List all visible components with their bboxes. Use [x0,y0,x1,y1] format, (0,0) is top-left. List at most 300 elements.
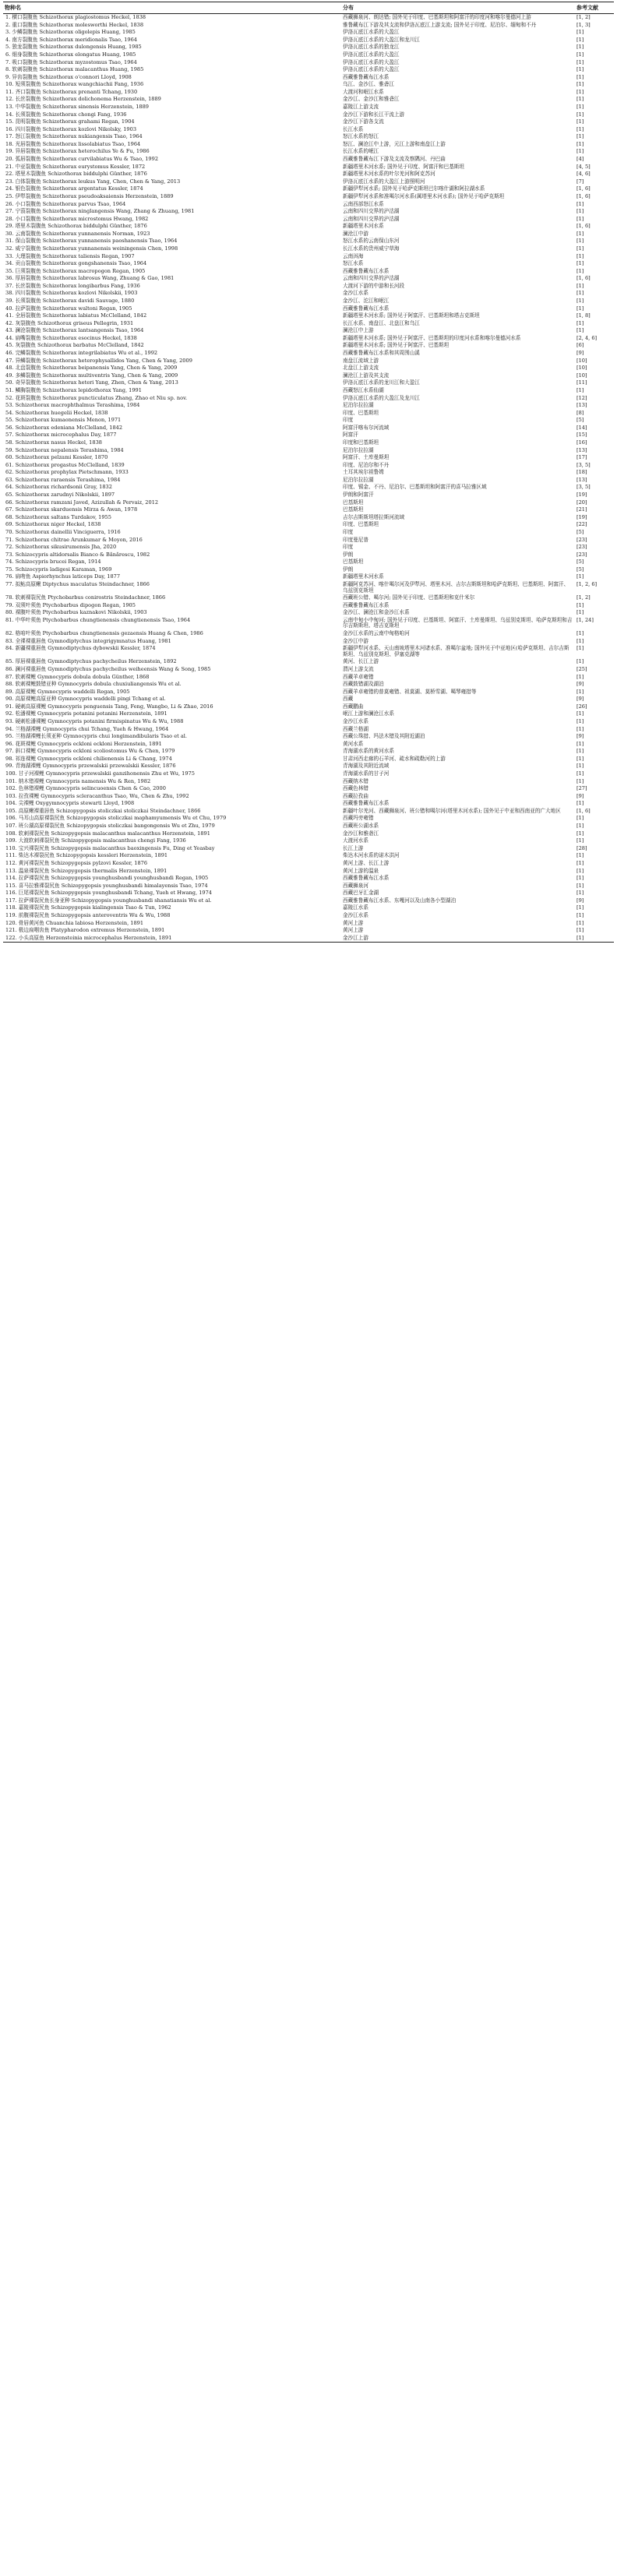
cell-species: 57. Schizothorax microcephalus Day, 1877 [5,432,117,439]
table-row [3,342,614,350]
table-row [3,785,614,793]
table-row [3,148,614,156]
table-row [3,164,614,171]
cell-distribution: 长江水系的贵州威宁草海 [343,245,400,252]
table-row [3,770,614,778]
cell-species: 68. Schizothorax saltans Turdakov, 1955 [5,513,111,520]
cell-species: 89. 高原裸鲤 Gymnocypris waddelli Regan, 1905 [5,688,130,695]
cell-refs: [1] [576,673,584,680]
cell-refs: [1] [576,823,584,830]
table-row [3,837,614,845]
cell-species: 107. 班公湖高原裸裂尻鱼 Schizopygopsis stoliczkai bangongensis Wu et Zhu, 1979 [5,823,215,830]
cell-refs: [1] [576,118,584,125]
table-row [3,469,614,477]
cell-species: 16. 四川裂腹鱼 Schizothorax kozlovi Nikolsky, 1903 [5,125,137,132]
cell-refs: [1] [576,305,584,312]
table-row [3,718,614,726]
cell-species: 94. 兰格湖裸鲤 Gymnocypris chui Tchang, Yueh & Hwang, 1964 [5,725,169,732]
table-row [3,566,614,574]
cell-species: 3. 少鳞裂腹鱼 Schizothorax oligolepis Huang, 1985 [5,29,136,36]
cell-refs: [1] [576,260,584,267]
cell-refs: [1] [576,815,584,822]
cell-species: 28. 小口裂腹鱼 Schizothorax microstomus Hwang, 1982 [5,215,149,222]
cell-distribution: 伊朗和阿富汗 [343,492,374,499]
table-row [3,617,614,630]
table-row [3,537,614,544]
cell-species: 92. 松潘裸鲤 Gymnocypris potanini potanini Herzenstein, 1891 [5,710,167,717]
cell-distribution: 云南和四川交界的泸沽湖 [343,215,400,222]
cell-refs: [1] [576,327,584,334]
table-row [3,658,614,666]
table-row [3,830,614,838]
cell-species: 48. 北盘裂腹鱼 Schizothorax beipanensis Yang, Chen & Yang, 2009 [5,365,178,372]
cell-species: 58. Schizothorax nasus Heckel, 1838 [5,439,102,446]
cell-refs: [5] [576,417,584,424]
cell-refs: [3, 5] [576,461,591,468]
cell-species: 111. 柴达木裸裂尻鱼 Schizopygopsis kessleri Herzenstein, 1891 [5,852,168,859]
cell-distribution: 西藏羊卓雍错 [343,673,374,680]
cell-refs: [14] [576,424,587,431]
cell-distribution: 尼泊尔拉拉湖 [343,446,374,453]
cell-distribution: 印度、尼泊尔和不丹 [343,461,390,468]
cell-distribution: 乌江、金沙江、雅砻江 [343,81,394,88]
cell-refs: [1] [576,573,584,580]
cell-refs: [1, 6] [576,192,591,199]
cell-refs: [27] [576,785,587,792]
cell-distribution: 金沙江下游和长江干流上游 [343,111,405,118]
cell-species: 118. 嘉陵裸裂尻鱼 Schizopygopsis kialingensis Tsao & Tun, 1962 [5,904,171,911]
cell-refs: [1] [576,386,584,393]
cell-distribution: 伊洛瓦底江水系的大盈江 [343,51,400,58]
table-row [3,402,614,410]
cell-distribution: 巴基斯坦 [343,559,364,566]
cell-refs: [1] [576,51,584,58]
table-row [3,544,614,551]
species-table [3,2,614,943]
cell-distribution: 新疆叶尔羌河、西藏狮泉河、班公错和噶尔河(塔里木河水系); 国外见于中亚和西南亚的广大地区 [343,807,561,814]
cell-species: 25. 伊犁裂腹鱼 Schizothorax pseudoaksaiensis Herzenstein, 1889 [5,192,174,199]
table-row [3,666,614,674]
cell-refs: [1] [576,725,584,732]
cell-refs: [4] [576,156,584,163]
cell-refs: [1] [576,748,584,755]
table-row [3,492,614,499]
table-row [3,484,614,492]
cell-refs: [28] [576,844,587,851]
cell-refs: [1, 3] [576,21,591,28]
cell-species: 85. 厚唇裸重唇鱼 Gymnodiptychus pachycheilus Herzenstein, 1892 [5,658,177,665]
cell-species: 27. 宁蒗裂腹鱼 Schizothorax ninglangensis Wang, Zhang & Zhuang, 1981 [5,208,195,215]
cell-distribution: 黄河上游、长江上游 [343,859,390,866]
cell-species: 65. Schizothorax zarudnyi Nikolskii, 1897 [5,492,115,499]
table-row [3,823,614,830]
cell-species: 40. 拉萨裂腹鱼 Schizothorax waltoni Regan, 1905 [5,305,132,312]
cell-species: 87. 软刺裸鲤 Gymnocypris dobula dobula Günther, 1868 [5,673,150,680]
cell-distribution: 新疆塔里木河水系 [343,223,384,230]
cell-species: 31. 保山裂腹鱼 Schizothorax yunnanensis paoshanensis Tsao, 1964 [5,238,178,245]
table-row [3,238,614,245]
cell-distribution: 金沙江、金沙江和雅砻江 [343,96,400,103]
cell-distribution: 云南西部怒江水系 [343,200,384,207]
cell-distribution: 西藏拉孜曲 [343,792,368,799]
cell-distribution: 巴基斯坦 [343,499,364,506]
cell-refs: [1] [576,66,584,73]
cell-refs: [1] [576,245,584,252]
cell-distribution: 印度 [343,544,354,551]
cell-distribution: 大渡河下游的中游和长河段 [343,282,405,289]
table-row [3,96,614,104]
cell-species: 90. 高原裸鲤高原亚种 Gymnocypris waddelli pingi Tchang et al. [5,696,166,703]
cell-distribution: 青海湖水系的甘子河 [343,770,390,777]
cell-distribution: 云南洱海 [343,252,364,259]
cell-refs: [1] [576,133,584,140]
cell-distribution: 青海湖水系的黄河水系 [343,748,394,755]
cell-species: 37. 长丝裂腹鱼 Schizothorax longibarbus Fang, 1936 [5,282,140,289]
cell-refs: [1] [576,282,584,289]
cell-species: 24. 银色裂腹鱼 Schizothorax argentatus Kessler, 1874 [5,185,143,192]
cell-species: 105. 高原鳅裸重唇鱼 Schizopygopsis stoliczkai stoliczkai Steindachner, 1866 [5,807,201,814]
table-row [3,897,614,905]
table-row [3,594,614,602]
table-row [3,118,614,126]
cell-species: 51. 鳞胸裂腹鱼 Schizothorax lepidothorax Yang, 1991 [5,386,142,393]
cell-distribution: 伊洛瓦底江水系的大盈江和龙川江 [343,36,420,43]
cell-distribution: 澜沧江中上游 [343,327,374,334]
table-row [3,726,614,734]
cell-distribution: 柴达木河水系的诺木洪河 [343,852,400,859]
cell-refs: [1] [576,58,584,65]
cell-species: 62. Schizothorax prophylax Pietschmann, 1933 [5,469,129,476]
table-row [3,875,614,883]
cell-species: 18. 光唇裂腹鱼 Schizothorax lissolabiatus Tsao, 1964 [5,140,141,147]
cell-refs: [1] [576,763,584,770]
cell-species: 12. 长丝裂腹鱼 Schizothorax dolichonema Herzenstein, 1889 [5,96,161,103]
table-row [3,201,614,209]
cell-species: 30. 云南裂腹鱼 Schizothorax yunnanensis Norman, 1923 [5,230,150,237]
cell-distribution: 伊朗 [343,551,354,558]
table-header-row [3,2,614,14]
cell-species: 66. Schizothorax ramzani Javed, Azizullah & Pervaiz, 2012 [5,499,159,506]
cell-refs: [1] [576,740,584,747]
cell-distribution: 雅鲁藏布江下游及其支流和伊洛瓦底江上游支流; 国外见于印度、尼泊尔、缅甸和不丹 [343,21,537,28]
table-row [3,477,614,485]
cell-refs: [13] [576,476,587,483]
table-row [3,815,614,823]
table-row [3,268,614,276]
cell-refs: [1] [576,29,584,36]
cell-species: 9. 异齿裂腹鱼 Schizothorax o'connori Lloyd, 1908 [5,73,132,80]
cell-distribution: 西藏雅鲁藏布江水系 [343,875,390,882]
cell-distribution: 西藏狮泉河 [343,882,368,889]
table-row [3,312,614,320]
table-row [3,156,614,164]
table-row [3,417,614,425]
table-row [3,305,614,313]
table-row [3,275,614,283]
cell-refs: [1] [576,44,584,51]
cell-refs: [1] [576,800,584,807]
cell-species: 4. 南方裂腹鱼 Schizothorax meridionalis Tsao, 1964 [5,36,137,43]
cell-species: 91. 硬刺高原裸鲤 Gymnocypris penguensis Tang, Feng, Wangbo, Li & Zhao, 2016 [5,703,213,710]
cell-species: 74. Schizocypris brucei Regan, 1914 [5,559,101,566]
cell-species: 61. Schizothorax progastus McClelland, 1839 [5,461,125,468]
table-row [3,602,614,610]
cell-species: 98. 祁连裸鲤 Gymnocypris eckloni chilienensis Li & Chang, 1974 [5,755,172,762]
cell-distribution: 云南中甸小中甸河; 国外见于印度、巴基斯坦、阿富汗、土库曼斯坦、乌兹别克斯坦、哈萨克斯坦和吉尔吉斯斯坦、塔吉克斯坦 [343,616,573,629]
cell-distribution: 嘉陵江水系 [343,904,368,911]
cell-species: 34. 贡山裂腹鱼 Schizothorax gongshanensis Tsao, 1964 [5,260,147,267]
cell-species: 101. 纳木错裸鲤 Gymnocypris namensis Wu & Ren, 1982 [5,777,151,784]
cell-refs: [1] [576,111,584,118]
table-row [3,756,614,763]
cell-refs: [1, 6] [576,275,591,282]
cell-species: 42. 灰裂腹鱼 Schizothorax griseus Pellegrin, 1931 [5,319,134,326]
cell-distribution: 青海湖及其附近流域 [343,763,390,770]
cell-species: 76. 扁吻鱼 Aspiorhynchus laticeps Day, 1877 [5,573,121,580]
table-row [3,710,614,718]
cell-distribution: 金沙江水系 [343,912,368,918]
cell-distribution: 阿富汗 [343,432,358,439]
cell-species: 43. 澜沧裂腹鱼 Schizothorax lantsangensis Tsao, 1964 [5,327,144,334]
table-row [3,432,614,439]
cell-refs: [9] [576,897,584,904]
cell-distribution: 伊洛瓦底江水系的独龙江 [343,44,400,51]
table-row [3,74,614,82]
table-row [3,223,614,231]
cell-distribution: 黄河上游 [343,927,364,934]
cell-refs: [8] [576,409,584,416]
cell-distribution: 西藏狮泉河、朗达错; 国外见于印度、巴基斯坦和阿富汗的印度河和喀尔曼德河上游 [343,14,531,21]
cell-species: 11. 齐口裂腹鱼 Schizothorax prenanti Tchang, 1930 [5,88,138,95]
cell-refs: [1, 6] [576,807,591,814]
cell-species: 108. 软刺裸裂尻鱼 Schizopygopsis malacanthus malacanthus Herzenstein, 1891 [5,830,210,837]
cell-distribution: 澜沧江上游及其支流 [343,372,390,379]
cell-refs: [1] [576,717,584,724]
cell-refs: [23] [576,536,587,543]
cell-species: 112. 黄河裸裂尻鱼 Schizopygopsis pylzovi Kessler, 1876 [5,859,148,866]
cell-species: 1. 横口裂腹鱼 Schizothorax plagiostomus Heckel, 1838 [5,14,146,21]
cell-refs: [13] [576,446,587,453]
cell-distribution: 新疆伊犁河水系、天山南坡塔里木河诸水系、准噶尔盆地; 国外见于中亚地区(哈萨克斯坦、吉尔吉斯斯坦、乌兹别克斯坦、伊塞克湖等 [343,645,569,657]
cell-refs: [1] [576,125,584,132]
table-row [3,89,614,97]
table-row [3,395,614,403]
cell-species: 97. 斜口裸鲤 Gymnocypris eckloni scoliostomus Wu & Chen, 1979 [5,748,175,755]
cell-distribution: 新疆塔里木河水系; 国外见于印度、阿富汗和巴基斯坦 [343,163,464,170]
cell-distribution: 伊洛瓦底江水系的大盈江 [343,66,400,73]
table-row [3,379,614,387]
cell-distribution: 岷江上游和澜沧江水系 [343,710,394,717]
cell-distribution: 大渡河和岷江水系 [343,88,384,95]
table-row [3,845,614,853]
cell-distribution: 西藏纳木错 [343,777,368,784]
cell-distribution: 怒江水系 [343,260,364,267]
cell-distribution: 南盘江流域上游 [343,357,379,364]
cell-distribution: 长江水系 [343,125,364,132]
cell-distribution: 吉尔吉斯斯坦塔拉斯河流域 [343,513,405,520]
cell-species: 72. Schizothorax sikusirumensis Jha, 2020 [5,544,117,551]
cell-distribution: 尼泊尔拉拉湖 [343,476,374,483]
cell-distribution: 金沙江水系 [343,717,368,724]
cell-refs: [1] [576,148,584,155]
cell-distribution: 伊洛瓦底江水系的大盈江上游照明河 [343,178,425,185]
table-row [3,793,614,801]
table-row [3,573,614,581]
table-row [3,290,614,298]
cell-species: 79. 双须叶须鱼 Ptychobarbus dipogon Regan, 1905 [5,601,136,608]
cell-distribution: 怒江水系的怒江 [343,133,379,140]
table-body [3,14,614,943]
cell-distribution: 长江上游 [343,844,364,851]
cell-species: 88. 软刺裸鲤鼓错亚种 Gymnocypris dobula chuxiuliangensis Wu et al. [5,681,182,688]
cell-species: 5. 独龙裂腹鱼 Schizothorax dulongensis Huang, 1985 [5,44,142,51]
table-row [3,499,614,507]
cell-species: 56. Schizothorax edeniana McClelland, 1842 [5,424,123,431]
table-row [3,283,614,291]
cell-refs: [10] [576,372,587,379]
table-row [3,51,614,59]
cell-refs: [5] [576,566,584,573]
cell-distribution: 西藏怒江水系仙湖 [343,386,384,393]
table-row [3,703,614,711]
cell-distribution: 印度曼尼普 [343,536,368,543]
cell-distribution: 金沙江水系的云南中甸格咱河 [343,630,410,637]
cell-refs: [23] [576,544,587,551]
table-row [3,260,614,268]
cell-distribution: 西藏巴牙汇金湖 [343,890,379,897]
cell-distribution: 金沙江中游 [343,637,368,644]
table-row [3,208,614,216]
cell-refs: [6] [576,342,584,349]
table-row [3,327,614,335]
cell-species: 86. 澜河裸重唇鱼 Gymnodiptychus pachycheilus weiheensis Wang & Song, 1985 [5,665,211,672]
table-row [3,890,614,897]
cell-refs: [1] [576,215,584,222]
table-row [3,171,614,178]
cell-species: 96. 花斑裸鲤 Gymnocypris eckloni eckloni Herzenstein, 1891 [5,740,162,747]
cell-refs: [22] [576,521,587,528]
table-row [3,551,614,559]
cell-distribution: 澜沧江中游 [343,230,368,237]
cell-distribution: 印度和巴基斯坦 [343,439,379,446]
cell-refs: [16] [576,439,587,446]
table-row [3,44,614,51]
cell-species: 73. Schizocypris altidorsalis Bianco & Bănărescu, 1982 [5,551,150,558]
cell-refs: [15] [576,432,587,439]
cell-species: 77. 拟鲇高原鳅 Diptychus maculatus Steindachner, 1866 [5,580,150,587]
cell-species: 110. 宝兴裸裂尻鱼 Schizopygopsis malacanthus baoxingensis Fu, Ding et Yeasbay [5,844,215,851]
cell-species: 15. 昆明裂腹鱼 Schizothorax grahami Regan, 1904 [5,118,135,125]
cell-refs: [1] [576,637,584,644]
cell-species: 33. 大理裂腹鱼 Schizothorax taliensis Regan, 1907 [5,252,135,259]
cell-species: 13. 中华裂腹鱼 Schizothorax sinensis Herzenstein, 1889 [5,103,149,110]
cell-refs: [5] [576,559,584,566]
table-row [3,22,614,30]
cell-distribution: 金沙江、澜沧江和金沙江水系 [343,609,410,616]
cell-distribution: 甘肃河西走廊的石羊河、疏水和疏勒河的上游 [343,755,446,762]
cell-species: 14. 长须裂腹鱼 Schizothorax chongi Fang, 1936 [5,111,127,118]
table-row [3,645,614,658]
cell-species: 120. 骨唇黄河鱼 Chuanchia labiosa Herzenstein, 1891 [5,919,144,926]
table-row [3,439,614,447]
header-species: 物种名 [3,2,341,14]
table-row [3,350,614,358]
cell-refs: [1, 2, 6] [576,580,598,587]
cell-refs: [5] [576,528,584,535]
cell-species: 59. Schizothorax nepalensis Terashima, 1984 [5,446,124,453]
cell-refs: [1] [576,755,584,762]
table-row [3,689,614,696]
cell-refs: [23] [576,551,587,558]
cell-distribution: 新疆阿克苏河、喀什噶尔河及伊犁河、塔里木河、吉尔吉斯斯坦和哈萨克斯坦、巴基斯坦、阿富汗、乌兹别克斯坦 [343,580,569,594]
cell-species: 7. 吸口裂腹鱼 Schizothorax myzostomus Tsao, 1964 [5,58,137,65]
header-distribution: 分布 [341,2,575,14]
cell-refs: [1] [576,140,584,147]
cell-species: 122. 小头高原鱼 Herzensteinia microcephalus Herzenstein, 1891 [3,935,341,943]
cell-species: 117. 拉萨裸裂尻鱼长身亚种 Schizopygopsis younghusbandi shanatiansis Wu et al. [5,897,212,904]
cell-species: 44. 扁嘴裂腹鱼 Schizothorax esocinus Heckel, 1838 [5,334,137,341]
cell-species: 41. 全唇裂腹鱼 Schizothorax labiatus McClelland, 1842 [5,312,147,319]
cell-distribution: 阿富汗喀布尔河流域 [343,424,390,431]
cell-refs: [1] [576,859,584,866]
cell-distribution: 新疆伊犁河水系; 国外见于哈萨克斯坦巴尔喀什湖和阿拉湖水系 [343,185,485,192]
cell-species: 109. 大渡软刺裸裂尻鱼 Schizopygopsis malacanthus chengi Fang, 1936 [5,837,186,844]
table-row [3,748,614,756]
table-row [3,883,614,890]
cell-distribution: 伊洛瓦底江水系的大盈江及龙川江 [343,394,420,401]
cell-species: 100. 甘子河裸鲤 Gymnocypris przewalskii ganzihonensis Zhu et Wu, 1975 [5,770,195,777]
table-row [3,447,614,455]
cell-species: 81. 中华叶须鱼 Ptychobarbus chungtienensis chungtienensis Tsao, 1964 [5,616,191,623]
cell-refs: [19] [576,513,587,520]
table-row [3,852,614,860]
cell-species: 46. 完鳞裂腹鱼 Schizothorax integrilabiatus Wu et al., 1992 [5,350,158,357]
cell-species: 50. 奇异裂腹鱼 Schizothorax heteri Yang, Zhen, Chen & Yang, 2013 [5,379,178,386]
cell-distribution: 新疆塔里木河水系的叶尔羌河和阿克苏河 [343,171,435,178]
cell-distribution: 北盘江上游支流 [343,365,379,372]
cell-refs: [1] [576,927,584,934]
table-row [3,216,614,224]
cell-distribution: 长江水系的岷江 [343,148,379,155]
cell-species: 82. 格咱叶须鱼 Ptychobarbus chungtienensis gezaensis Huang & Chen, 1986 [5,630,203,637]
cell-species: 23. 白体裂腹鱼 Schizothorax leukus Yang, Chen, Chen & Yang, 2013 [5,178,181,185]
cell-distribution: 伊朗 [343,566,354,573]
cell-refs: [1] [576,96,584,103]
cell-refs: [2, 4, 6] [576,334,598,341]
cell-species: 64. Schizothorax richardsonii Gray, 1832 [5,484,112,491]
cell-distribution: 嘉陵江上游支流 [343,103,379,110]
table-row [3,126,614,134]
cell-species: 6. 细身裂腹鱼 Schizothorax elongatus Huang, 1985 [5,51,136,58]
cell-species: 52. 花斑裂腹鱼 Schizothorax puncticulatus Zhang, Zhao et Niu sp. nov. [5,394,188,401]
table-row [3,912,614,920]
cell-distribution: 大渡河水系 [343,837,368,844]
cell-refs: [1] [576,630,584,637]
cell-species: 75. Schizocypris ladigesi Karaman, 1969 [5,566,112,573]
cell-refs: [21] [576,506,587,513]
cell-species: 35. 巨须裂腹鱼 Schizothorax macropogon Regan, 1905 [5,267,146,274]
table-row [3,696,614,703]
table-row [3,29,614,37]
cell-refs: [1] [576,609,584,616]
table-row [3,253,614,261]
cell-distribution: 印度、巴基斯坦 [343,521,379,528]
cell-refs: [20] [576,499,587,506]
table-row [3,609,614,617]
table-row [3,59,614,67]
table-row [3,193,614,201]
cell-species: 95. 兰格湖裸鲤长须亚种 Gymnocypris chui longimandibularis Tsao et al. [5,733,187,740]
